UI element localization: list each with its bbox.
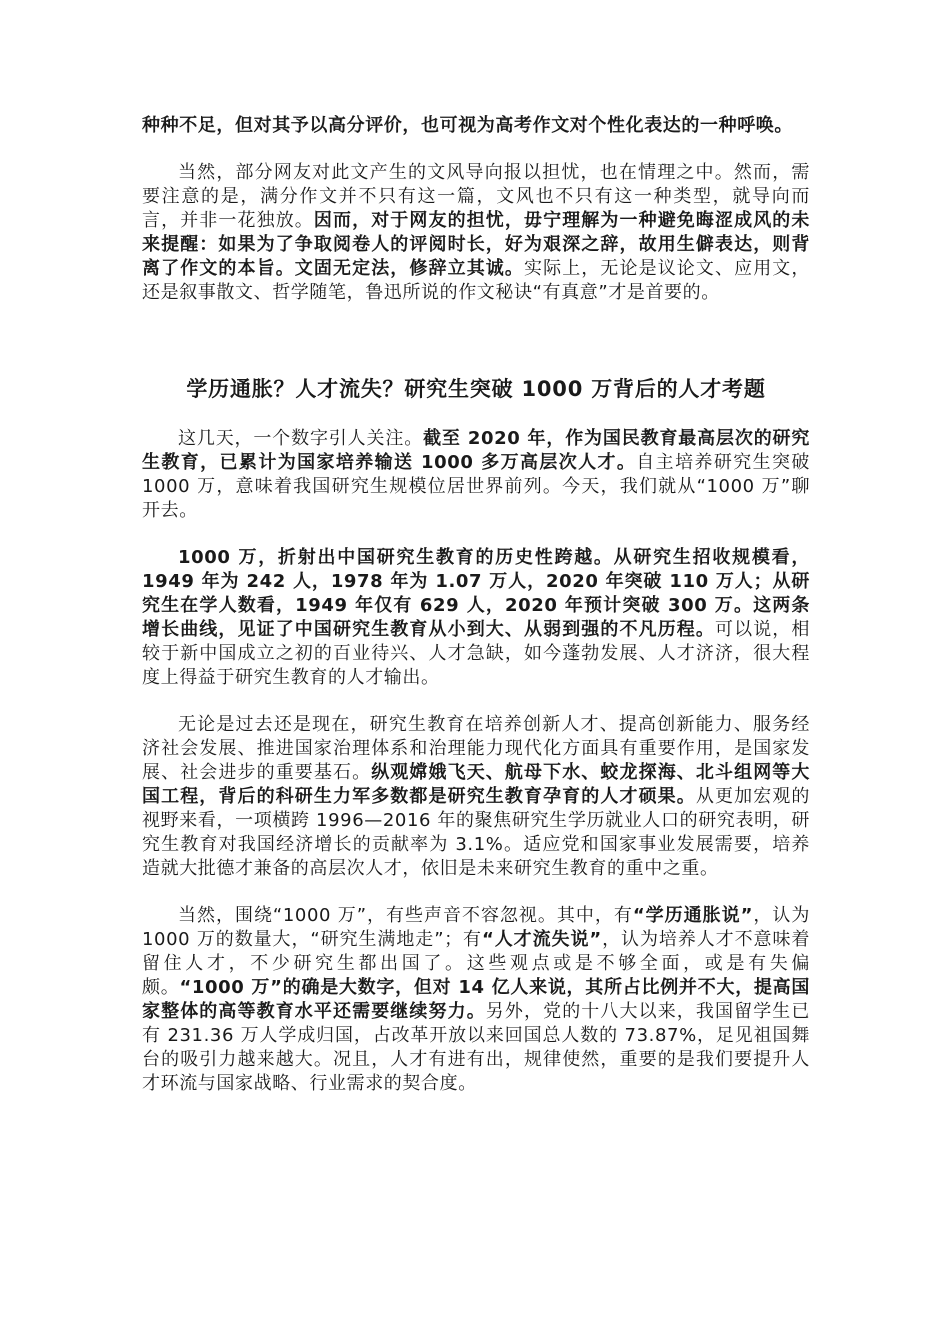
paragraph-0 bbox=[142, 114, 810, 138]
paragraph-3-text: 可以说，相较于新中国成立之初的百业待兴、人才急缺，如今蓬勃发展、人才济济，很大程度上得益于研究生教育的人才输出。 bbox=[142, 619, 810, 688]
paragraph-1-bold: 因而，对于网友的担忧，毋宁理解为一种避免晦涩成风的未来提醒：如果为了争取阅卷人的评阅时长，好为艰深之辞，故用生僻表达，则背离了作文的本旨。文固无定法，修辞立其诚。 bbox=[142, 210, 810, 279]
paragraph-5-bold-3: “1000 万”的确是大数字，但对 14 亿人来说，其所占比例并不大，提高国家整体的高等教育水平还需要继续努力。 bbox=[142, 977, 811, 1022]
paragraph-1-text-end: 实际上，无论是议论文、应用文，还是叙事散文、哲学随笔，鲁迅所说的作文秘诀“有真意”才是首要的。 bbox=[142, 258, 810, 303]
paragraph-5-bold-1: “学历通胀说” bbox=[632, 905, 754, 926]
document-page bbox=[142, 114, 810, 1096]
paragraph-4-text: 无论是过去还是现在，研究生教育在培养创新人才、提高创新能力、服务经济社会发展、推进国家治理体系和治理能力现代化方面具有重要作用，是国家发展、社会进步的重要基石。 bbox=[142, 714, 810, 783]
paragraph-4-bold: 纵观嫦娥飞天、航母下水、蛟龙探海、北斗组网等大国工程，背后的科研生力军多数都是研究生教育孕育的人才硕果。 bbox=[142, 762, 810, 807]
paragraph-4 bbox=[142, 713, 810, 881]
paragraph-5 bbox=[142, 904, 810, 1096]
paragraph-3 bbox=[142, 546, 810, 690]
paragraph-2-text: 这几天，一个数字引人关注。 bbox=[178, 428, 424, 449]
paragraph-2 bbox=[142, 427, 810, 523]
paragraph-2-bold: 截至 2020 年，作为国民教育最高层次的研究生教育，已累计为国家培养输送 1000 多万高层次人才。 bbox=[142, 428, 810, 473]
article-title: 学历通胀？人才流失？研究生突破 1000 万背后的人才考题 bbox=[186, 377, 766, 401]
paragraph-4-text-end: 从更加宏观的视野来看，一项横跨 1996—2016 年的聚焦研究生学历就业人口的研究表明，研究生教育对我国经济增长的贡献率为 3.1%。适应党和国家事业发展需要，培养造就大批德才兼备的高层次人才，依旧是未来研究生教育的重中之重。 bbox=[142, 786, 810, 879]
paragraph-5-bold-2: “人才流失说” bbox=[481, 929, 602, 950]
paragraph-1-text: 当然，部分网友对此文产生的文风导向报以担忧，也在情理之中。然而，需要注意的是，满分作文并不只有这一篇，文风也不只有这一种类型，就导向而言，并非一花独放。 bbox=[142, 162, 810, 231]
paragraph-5-text-3: ，认为培养人才不意味着留住人才，不少研究生都出国了。这些观点或是不够全面，或是有失偏颇。 bbox=[142, 929, 810, 998]
paragraph-1 bbox=[142, 161, 810, 305]
paragraph-5-text-1: 当然，围绕“1000 万”，有些声音不容忽视。其中，有 bbox=[178, 905, 633, 926]
paragraph-0-bold: 种种不足，但对其予以高分评价，也可视为高考作文对个性化表达的一种呼唤。 bbox=[142, 115, 793, 136]
paragraph-2-text-end: 自主培养研究生突破 1000 万，意味着我国研究生规模位居世界前列。今天，我们就从“1000 万”聊开去。 bbox=[142, 452, 810, 521]
paragraph-3-bold: 1000 万，折射出中国研究生教育的历史性跨越。从研究生招收规模看，1949 年为 242 人，1978 年为 1.07 万人，2020 年突破 110 万人；从研究生在学人数看，1949 年仅有 629 人，2020 年预计突破 300 万。这两条增长曲线，见证了中国研究生教育从小到大、从弱到强的不凡历程。 bbox=[142, 547, 810, 640]
paragraph-5-text-2: ，认为 1000 万的数量大，“研究生满地走”；有 bbox=[142, 905, 810, 950]
paragraph-5-text-4: 另外，党的十八大以来，我国留学生已有 231.36 万人学成归国，占改革开放以来回国总人数的 73.87%，足见祖国舞台的吸引力越来越大。况且，人才有进有出，规律使然，重要的是我们要提升人才环流与国家战略、行业需求的契合度。 bbox=[142, 1001, 810, 1094]
